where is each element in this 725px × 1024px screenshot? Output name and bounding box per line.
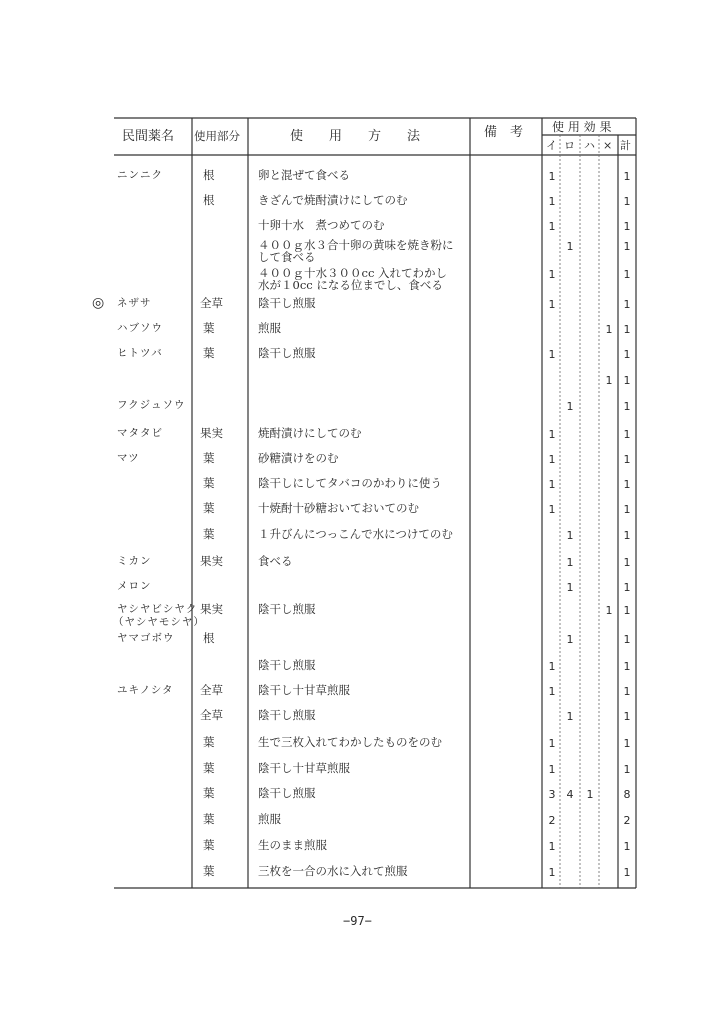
effect-i-value: 1 [548,660,556,673]
part-used: 葉 [203,501,215,515]
usage-method: 煎服 [258,812,281,826]
usage-method: １升びんにつっこんで水につけてのむ [258,527,453,541]
effect-total-value: 1 [623,581,631,594]
effect-total-value: 1 [623,840,631,853]
usage-method: して食べる [258,250,316,264]
header-col-ha: ハ [584,139,595,152]
effect-i-value: 1 [548,348,556,361]
effect-total-value: 1 [623,453,631,466]
usage-method: 陰干し煎服 [258,296,316,310]
effect-i-value: 1 [548,737,556,750]
effect-i-value: 1 [548,195,556,208]
header-col-x: × [603,139,613,152]
effect-total-value: 1 [623,240,631,253]
effect-total-value: 1 [623,400,631,413]
header-name: 民間薬名 [122,129,175,144]
herb-name: ヒトツバ [117,347,163,359]
usage-method: 卵と混ぜて食べる [258,168,350,182]
effect-x-value: 1 [605,604,613,617]
effect-total-value: 1 [623,763,631,776]
part-used: 果実 [200,426,223,440]
part-used: 葉 [203,321,215,335]
herb-name: ニンニク [117,169,163,181]
usage-method: 焼酎漬けにしてのむ [258,426,362,440]
part-used: 葉 [203,476,215,490]
part-used: 葉 [203,527,215,541]
usage-method: 十卵十水 煮つめてのむ [258,218,385,232]
part-used: 果実 [200,554,223,568]
herb-name: マタタビ [117,427,163,439]
effect-total-value: 1 [623,348,631,361]
effect-ro-value: 4 [566,788,574,801]
herb-name: メロン [117,580,152,592]
usage-method: きざんで焼酎漬けにしてのむ [258,193,408,207]
effect-i-value: 2 [548,814,556,827]
header-col-ro: ロ [564,139,575,152]
effect-x-value: 1 [605,374,613,387]
effect-ro-value: 1 [566,633,574,646]
effect-i-value: 1 [548,268,556,281]
effect-i-value: 1 [548,763,556,776]
herb-name: ミカン [117,555,152,567]
effect-i-value: 1 [548,503,556,516]
effect-ro-value: 1 [566,556,574,569]
usage-method: 生で三枚入れてわかしたものをのむ [258,735,442,749]
usage-method: 陰干し煎服 [258,602,316,616]
herb-name: ハブソウ [117,322,163,334]
usage-method: 陰干し十甘草煎服 [258,761,350,775]
page-number: −97− [343,914,372,928]
herb-name: マツ [117,452,140,464]
effect-ro-value: 1 [566,710,574,723]
header-effect: 使 用 効 果 [552,120,612,134]
header-note: 備 考 [484,125,524,140]
part-used: 葉 [203,786,215,800]
usage-method: 三枚を一合の水に入れて煎服 [258,864,408,878]
effect-total-value: 1 [623,170,631,183]
effect-total-value: 1 [623,710,631,723]
effect-total-value: 1 [623,323,631,336]
usage-method: ４００ｇ十水３００cc 入れてわかし [258,266,448,280]
usage-method: 食べる [258,554,293,568]
effect-x-value: 1 [605,323,613,336]
effect-total-value: 1 [623,556,631,569]
part-used: 葉 [203,864,215,878]
header-part: 使用部分 [194,129,240,143]
effect-i-value: 1 [548,453,556,466]
effect-total-value: 1 [623,604,631,617]
usage-method: 十焼酎十砂糖おいておいてのむ [258,501,419,515]
part-used: 葉 [203,735,215,749]
usage-method: 陰干し煎服 [258,658,316,672]
effect-ro-value: 1 [566,400,574,413]
part-used: 根 [203,631,215,645]
effect-total-value: 2 [623,814,631,827]
part-used: 根 [203,193,215,207]
part-used: 果実 [200,602,223,616]
effect-ha-value: 1 [586,788,594,801]
part-used: 全草 [200,683,223,697]
effect-total-value: 1 [623,737,631,750]
part-used: 葉 [203,451,215,465]
part-used: 根 [203,168,215,182]
usage-method: 生のまま煎服 [258,838,327,852]
effect-total-value: 1 [623,298,631,311]
header-col-total: 計 [620,139,631,152]
effect-total-value: 1 [623,529,631,542]
part-used: 葉 [203,346,215,360]
usage-method: 陰干しにしてタバコのかわりに使う [258,476,442,490]
usage-method: 陰干し十甘草煎服 [258,683,350,697]
effect-total-value: 1 [623,374,631,387]
effect-i-value: 1 [548,685,556,698]
effect-i-value: 3 [548,788,556,801]
herb-name: ヤマゴボウ [117,632,175,644]
effect-total-value: 1 [623,660,631,673]
effect-i-value: 1 [548,866,556,879]
effect-i-value: 1 [548,170,556,183]
header-col-i: イ [546,139,557,152]
effect-total-value: 1 [623,268,631,281]
usage-method: 陰干し煎服 [258,786,316,800]
effect-total-value: 1 [623,866,631,879]
herb-name: ユキノシタ [117,684,174,696]
effect-i-value: 1 [548,220,556,233]
effect-ro-value: 1 [566,529,574,542]
effect-i-value: 1 [548,298,556,311]
effect-i-value: 1 [548,840,556,853]
effect-total-value: 1 [623,633,631,646]
usage-method: 煎服 [258,321,281,335]
effect-total-value: 8 [623,788,631,801]
effect-ro-value: 1 [566,581,574,594]
effect-total-value: 1 [623,428,631,441]
usage-method: 砂糖漬けをのむ [258,451,339,465]
part-used: 全草 [200,708,223,722]
effect-total-value: 1 [623,220,631,233]
effect-total-value: 1 [623,503,631,516]
usage-method: 陰干し煎服 [258,346,316,360]
herb-name: フクジュソウ [117,399,186,411]
effect-i-value: 1 [548,478,556,491]
part-used: 葉 [203,838,215,852]
usage-method: 陰干し煎服 [258,708,316,722]
part-used: 葉 [203,812,215,826]
part-used: 全草 [200,296,223,310]
herb-name-alt: （ヤシヤモシヤ） [113,616,205,628]
header-method: 使 用 方 法 [290,129,421,144]
effect-i-value: 1 [548,428,556,441]
part-used: 葉 [203,761,215,775]
herb-name: ネザサ [117,297,152,309]
herb-name: ヤシヤビシヤク [117,603,198,615]
effect-ro-value: 1 [566,240,574,253]
effect-total-value: 1 [623,195,631,208]
effect-total-value: 1 [623,478,631,491]
usage-method: 水が１0cc になる位までし、食べる [258,278,443,292]
usage-method: ４００ｇ水３合十卵の黄味を焼き粉に [258,238,454,252]
double-circle-mark: ◎ [92,295,105,311]
effect-total-value: 1 [623,685,631,698]
